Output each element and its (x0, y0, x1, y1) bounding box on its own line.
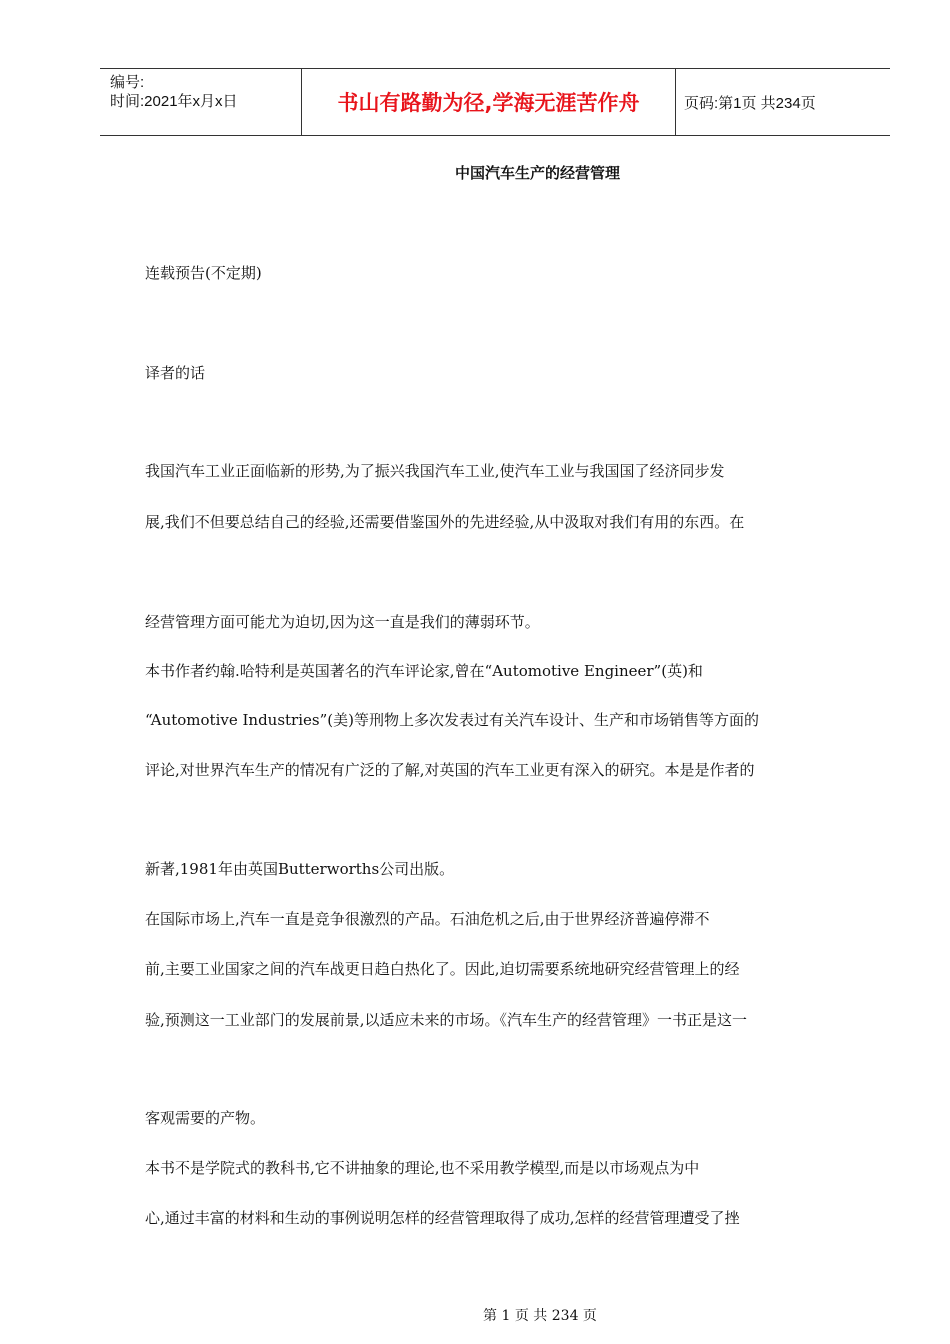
document-title: 中国汽车生产的经营管理 (454, 164, 620, 182)
body-line: 展,我们不但要总结自己的经验,还需要借鉴国外的先进经验,从中汲取对我们有用的东西。在 (145, 513, 745, 531)
header-page-info: 页码:第1页 共234页 (684, 94, 816, 112)
body-line: 本书不是学院式的教科书,它不讲抽象的理论,也不采用教学模型,而是以市场观点为中 (145, 1159, 700, 1177)
page-header (100, 68, 890, 136)
body-line: 评论,对世界汽车生产的情况有广泛的了解,对英国的汽车工业更有深入的研究。本是是作者的 (145, 761, 755, 779)
body-line: 新著,1981年由英国Butterworths公司出版。 (145, 860, 455, 878)
body-line: “Automotive Industries”(美)等刑物上多次发表过有关汽车设计、生产和市场销售等方面的 (145, 711, 759, 729)
body-line: 前,主要工业国家之间的汽车战更日趋白热化了。因此,迫切需要系统地研究经营管理上的经 (145, 960, 740, 978)
body-line: 在国际市场上,汽车一直是竞争很激烈的产品。石油危机之后,由于世界经济普遍停滞不 (145, 910, 710, 928)
number-label: 编号: (110, 74, 145, 91)
page-footer: 第 1 页 共 234 页 (483, 1308, 597, 1324)
header-motto: 书山有路勤为径,学海无涯苦作舟 (302, 69, 676, 135)
body-line: 心,通过丰富的材料和生动的事例说明怎样的经营管理取得了成功,怎样的经营管理遭受了挫 (145, 1209, 740, 1227)
body-line: 我国汽车工业正面临新的形势,为了振兴我国汽车工业,使汽车工业与我国国了经济同步发 (145, 462, 725, 480)
section-heading-serial-notice: 连载预告(不定期) (145, 264, 262, 282)
body-line: 验,预测这一工业部门的发展前景,以适应未来的市场。《汽车生产的经营管理》一书正是这一 (145, 1011, 748, 1029)
section-heading-translator-note: 译者的话 (145, 364, 206, 382)
body-line: 客观需要的产物。 (145, 1109, 266, 1127)
body-line: 经营管理方面可能尤为迫切,因为这一直是我们的薄弱环节。 (145, 613, 540, 631)
body-line: 本书作者约翰.哈特利是英国著名的汽车评论家,曾在“Automotive Engineer”(英)和 (145, 662, 703, 680)
header-meta (100, 69, 302, 135)
time-label: 时间:2021年x月x日 (110, 93, 238, 110)
